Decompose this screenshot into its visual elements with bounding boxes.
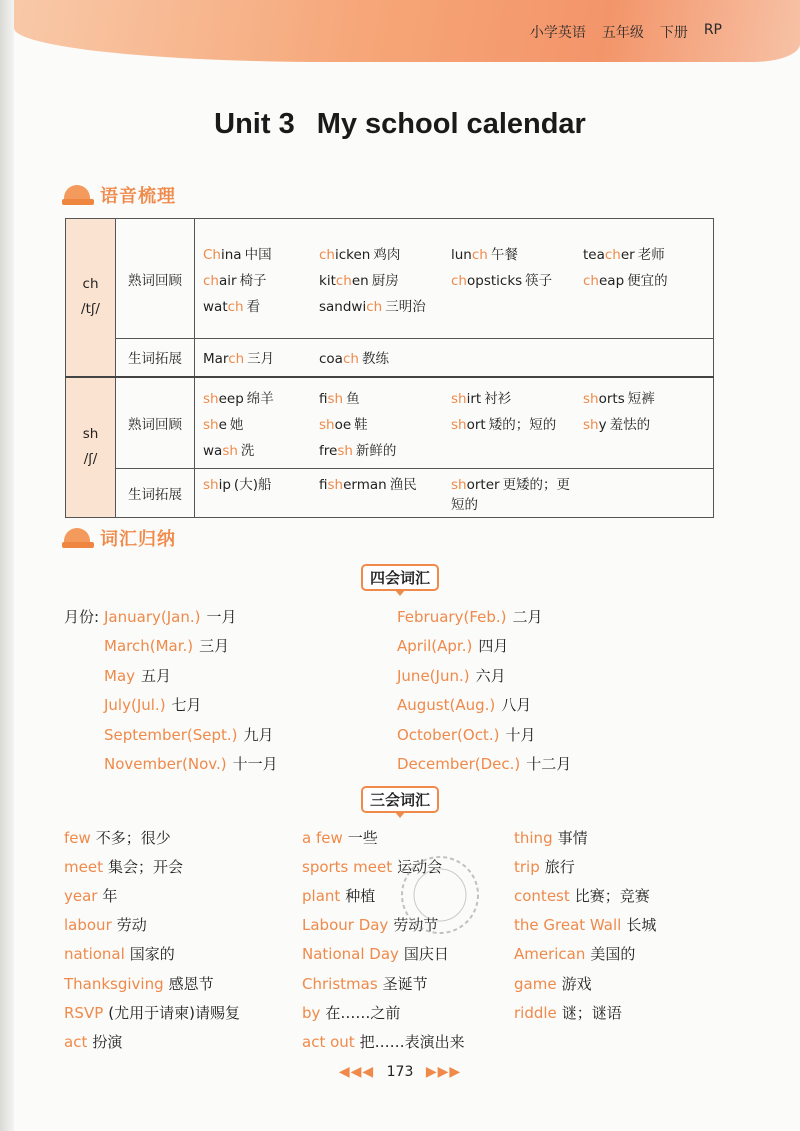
word-suffix: irt	[466, 390, 482, 407]
word-highlight: sh	[327, 477, 344, 493]
word-prefix: coa	[319, 351, 343, 368]
vocab-english: year	[64, 887, 98, 906]
phonics-word	[203, 243, 319, 263]
word-meaning: (大)船	[233, 477, 272, 493]
vocab-chinese: 国家的	[129, 945, 175, 964]
month-chinese: 四月	[478, 637, 509, 656]
month-chinese: 一月	[206, 608, 237, 626]
badge-three-skill	[0, 786, 800, 813]
vocab-item	[64, 827, 171, 848]
vocab-chinese: 把……表演出来	[359, 1032, 465, 1051]
word-prefix: wa	[203, 442, 223, 459]
month-chinese: 七月	[171, 696, 202, 715]
vocab-english: plant	[302, 887, 341, 906]
vocab-english: contest	[514, 887, 570, 906]
badge-three-skill-label: 三会词汇	[361, 786, 439, 813]
word-meaning: 她	[229, 416, 244, 433]
word-suffix: ip	[218, 477, 231, 493]
month-english: December(Dec.)	[397, 755, 521, 773]
header-subject: 小学英语	[529, 25, 586, 41]
page-number: 173	[386, 1064, 414, 1080]
phonics-word	[319, 439, 451, 459]
phonics-words-cell	[195, 377, 714, 469]
next-arrows: ▶▶▶	[425, 1064, 462, 1080]
word-meaning: 更矮的；更短的	[451, 477, 571, 513]
word-meaning: 绵羊	[246, 390, 274, 407]
word-highlight: Ch	[203, 246, 221, 263]
word-meaning: 洗	[240, 442, 255, 459]
vocab-chinese: 劳动	[116, 916, 147, 935]
phonics-ipa: /tʃ/	[81, 301, 100, 318]
word-meaning: 筷子	[525, 272, 553, 289]
word-highlight: ch	[319, 246, 335, 263]
vocab-item	[64, 885, 117, 906]
bookmark-icon	[62, 528, 94, 548]
vocab-english: act out	[302, 1032, 355, 1051]
bookmark-icon	[62, 185, 94, 205]
phonics-word	[583, 243, 713, 263]
word-highlight: sh	[337, 442, 353, 459]
vocab-english: national	[64, 945, 125, 964]
word-meaning: 鞋	[354, 416, 368, 433]
vocab-english: few	[64, 829, 91, 847]
word-highlight: ch	[227, 298, 244, 315]
word-suffix: e	[218, 416, 227, 433]
word-highlight: ch	[203, 272, 219, 289]
phonics-category: 熟词回顾	[116, 219, 195, 339]
phonics-word	[319, 243, 451, 263]
word-suffix: orts	[598, 390, 625, 407]
vocab-chinese: 年	[102, 887, 118, 906]
word-meaning: 矮的；短的	[488, 416, 557, 433]
vocab-english: American	[514, 945, 586, 964]
word-highlight: ch	[335, 272, 352, 289]
word-meaning: 椅子	[239, 272, 267, 289]
phonics-words-cell	[195, 219, 714, 339]
phonics-word-grid	[203, 243, 713, 315]
phonics-word	[319, 473, 451, 513]
word-meaning: 午餐	[490, 246, 518, 263]
vocab-english: Thanksgiving	[64, 974, 164, 993]
vocab-english: game	[514, 974, 557, 993]
vocab-chinese: 国庆日	[403, 945, 449, 964]
vocab-chinese: 事情	[557, 829, 588, 847]
page-footer	[0, 1064, 800, 1080]
vocab-chinese: 感恩节	[168, 974, 214, 993]
vocab-chinese: 比赛；竞赛	[574, 887, 650, 906]
watermark-stamp	[380, 850, 500, 940]
word-suffix: orter	[466, 477, 500, 493]
word-highlight: ch	[583, 272, 599, 289]
vocab-chinese: 美国的	[590, 945, 636, 964]
month-chinese: 八月	[501, 696, 532, 715]
month-english: January(Jan.)	[104, 608, 201, 626]
word-meaning: 教练	[361, 351, 389, 368]
vocab-english: Christmas	[302, 974, 378, 993]
word-highlight: ch	[471, 246, 488, 263]
word-meaning: 鸡肉	[373, 246, 401, 263]
vocab-item	[64, 1002, 240, 1023]
vocab-item	[302, 973, 428, 994]
section-vocab-title: 词汇归纳	[100, 529, 176, 550]
phonics-word	[203, 473, 319, 513]
month-item	[104, 753, 278, 774]
word-suffix: air	[218, 272, 237, 289]
month-english: October(Oct.)	[397, 725, 500, 744]
phonics-word	[319, 387, 451, 407]
vocab-english: the Great Wall	[514, 916, 622, 935]
word-highlight: sh	[203, 477, 219, 493]
vocab-item	[514, 827, 588, 848]
word-suffix: ina	[220, 246, 242, 263]
month-english: August(Aug.)	[397, 696, 496, 715]
vocab-item	[302, 827, 378, 848]
month-chinese: 九月	[243, 725, 274, 744]
month-chinese: 三月	[199, 637, 230, 656]
month-english: April(Apr.)	[397, 637, 473, 656]
section-phonics-heading	[62, 182, 176, 208]
section-phonics-title: 语音梳理	[100, 186, 176, 207]
vocab-chinese: 运动会	[397, 858, 443, 877]
unit-name: My school calendar	[316, 108, 586, 140]
phonics-word	[583, 387, 713, 407]
phonics-word	[583, 269, 713, 289]
phonics-word	[203, 347, 319, 367]
word-suffix: eep	[218, 390, 244, 407]
phonics-words-cell	[195, 339, 714, 377]
month-item	[397, 665, 506, 686]
word-meaning: 衬衫	[484, 390, 512, 407]
word-highlight: sh	[319, 416, 335, 433]
phonics-word	[203, 295, 319, 315]
word-meaning: 老师	[637, 246, 665, 263]
month-item	[397, 635, 508, 656]
vocab-english: sports meet	[302, 858, 393, 877]
prev-arrows: ◀◀◀	[338, 1064, 375, 1080]
phonics-word	[319, 347, 451, 367]
word-suffix: y	[598, 416, 607, 433]
vocab-english: meet	[64, 858, 103, 877]
word-suffix: er	[620, 246, 635, 263]
vocab-item	[64, 1031, 122, 1052]
month-english: September(Sept.)	[104, 725, 238, 744]
month-chinese: 十一月	[232, 755, 278, 773]
vocab-chinese: 劳动节	[393, 916, 439, 935]
phonics-word	[319, 413, 451, 433]
page-title	[0, 108, 800, 141]
phonics-sound-cell	[66, 377, 116, 518]
phonics-word-grid	[203, 387, 713, 459]
months-label: 月份:	[64, 608, 100, 626]
word-meaning: 中国	[244, 246, 272, 263]
month-chinese: 十二月	[526, 755, 572, 773]
vocab-item	[302, 1031, 465, 1052]
vocab-item	[64, 973, 214, 994]
header-info	[530, 22, 722, 42]
phonics-word	[203, 413, 319, 433]
month-english: June(Jun.)	[397, 666, 470, 685]
vocab-item	[302, 885, 375, 906]
badge-four-skill-label: 四会词汇	[361, 564, 439, 591]
word-suffix: eap	[598, 272, 625, 289]
phonics-word	[319, 295, 451, 315]
word-meaning: 厨房	[371, 272, 399, 289]
vocab-english: by	[302, 1003, 321, 1022]
phonics-word	[451, 269, 583, 289]
word-suffix: erman	[343, 477, 387, 493]
phonics-words-cell	[195, 469, 714, 518]
month-item	[104, 635, 229, 656]
header-edition: RP	[703, 22, 722, 38]
vocab-english: trip	[514, 858, 540, 877]
vocab-english: labour	[64, 916, 112, 935]
section-vocab-heading	[62, 525, 176, 551]
word-prefix: fi	[319, 477, 328, 493]
vocab-chinese: 一些	[347, 829, 378, 847]
month-item	[104, 694, 202, 715]
month-english: March(Mar.)	[104, 637, 194, 656]
word-prefix: tea	[583, 246, 605, 263]
phonics-word-grid	[203, 347, 713, 367]
page-header	[14, 0, 800, 62]
month-item	[397, 753, 571, 774]
vocab-chinese: (尤用于请柬)请赐复	[108, 1003, 240, 1022]
vocab-chinese: 不多；很少	[95, 829, 171, 847]
phonics-word	[583, 413, 713, 433]
word-prefix: Mar	[203, 351, 229, 368]
vocab-item	[302, 943, 449, 964]
word-suffix: ort	[466, 416, 486, 433]
vocab-english: Labour Day	[302, 916, 389, 935]
word-meaning: 三月	[247, 351, 275, 368]
word-highlight: sh	[583, 416, 599, 433]
word-meaning: 渔民	[389, 477, 417, 493]
word-highlight: sh	[203, 390, 219, 407]
vocab-item	[514, 943, 635, 964]
phonics-category: 生词拓展	[116, 469, 195, 518]
word-suffix: oe	[334, 416, 352, 433]
vocab-english: thing	[514, 829, 553, 847]
word-meaning: 看	[246, 298, 261, 315]
word-prefix: fi	[319, 390, 328, 407]
vocab-english: riddle	[514, 1003, 557, 1022]
word-meaning: 羞怯的	[609, 416, 651, 433]
vocab-item	[64, 914, 147, 935]
phonics-category: 生词拓展	[116, 339, 195, 377]
vocab-item	[514, 973, 592, 994]
month-item	[397, 694, 531, 715]
word-meaning: 短裤	[627, 390, 655, 407]
phonics-word	[451, 473, 583, 513]
vocab-item	[64, 943, 175, 964]
vocab-english: RSVP	[64, 1003, 104, 1022]
word-suffix: icken	[334, 246, 371, 263]
word-highlight: ch	[604, 246, 621, 263]
phonics-category: 熟词回顾	[116, 377, 195, 469]
word-meaning: 新鲜的	[355, 442, 397, 459]
month-english: November(Nov.)	[104, 755, 227, 773]
word-prefix: fre	[319, 442, 338, 459]
word-highlight: sh	[222, 442, 238, 459]
month-item	[397, 724, 535, 745]
badge-four-skill	[0, 564, 800, 591]
vocab-item	[514, 856, 575, 877]
word-highlight: ch	[342, 351, 359, 368]
vocab-english: a few	[302, 829, 343, 847]
word-highlight: ch	[366, 298, 383, 315]
vocab-chinese: 谜；谜语	[561, 1003, 622, 1022]
month-chinese: 五月	[141, 666, 172, 685]
phonics-letters: ch	[82, 275, 99, 292]
vocab-chinese: 集会；开会	[107, 858, 183, 877]
unit-number: Unit 3	[214, 108, 295, 140]
word-prefix: sandwi	[319, 298, 367, 315]
word-meaning: 便宜的	[627, 272, 668, 289]
word-prefix: wat	[203, 298, 228, 315]
vocab-item	[514, 1002, 622, 1023]
word-suffix: en	[351, 272, 369, 289]
vocab-chinese: 旅行	[544, 858, 575, 877]
month-english: May	[104, 666, 136, 685]
phonics-word	[451, 387, 583, 407]
word-prefix: lun	[451, 246, 472, 263]
word-highlight: sh	[451, 416, 467, 433]
vocab-chinese: 扮演	[92, 1032, 123, 1051]
phonics-sound-cell	[66, 219, 116, 377]
phonics-ipa: /ʃ/	[83, 451, 98, 468]
phonics-word	[203, 439, 319, 459]
phonics-letters: sh	[82, 425, 99, 442]
month-chinese: 六月	[475, 666, 506, 685]
vocab-chinese: 种植	[345, 887, 376, 906]
vocab-chinese: 在……之前	[325, 1003, 401, 1022]
word-highlight: ch	[228, 351, 245, 368]
phonics-word-grid	[203, 473, 713, 513]
word-meaning: 鱼	[346, 390, 360, 407]
month-item	[104, 606, 236, 627]
word-highlight: ch	[451, 272, 467, 289]
vocab-chinese: 游戏	[561, 974, 592, 993]
phonics-word	[451, 243, 583, 263]
word-suffix: opsticks	[466, 272, 523, 289]
vocab-chinese: 圣诞节	[382, 974, 428, 993]
word-meaning: 三明治	[385, 298, 426, 315]
word-highlight: sh	[583, 390, 599, 407]
phonics-word	[203, 387, 319, 407]
word-highlight: sh	[203, 416, 219, 433]
phonics-table	[65, 218, 714, 518]
phonics-word	[451, 413, 583, 433]
vocab-english: act	[64, 1032, 88, 1051]
month-item	[397, 606, 543, 627]
vocab-item	[514, 885, 650, 906]
header-term: 下册	[659, 25, 688, 41]
phonics-word	[319, 269, 451, 289]
month-item	[104, 665, 171, 686]
vocab-chinese: 长城	[626, 916, 657, 935]
word-prefix: kit	[319, 272, 336, 289]
header-grade: 五年级	[601, 25, 644, 41]
word-highlight: sh	[451, 477, 467, 493]
word-highlight: sh	[327, 390, 344, 407]
month-english: July(Jul.)	[104, 696, 166, 715]
vocab-item	[514, 914, 656, 935]
month-english: February(Feb.)	[397, 608, 507, 626]
word-highlight: sh	[451, 390, 467, 407]
vocab-item	[302, 1002, 400, 1023]
month-item	[104, 724, 274, 745]
phonics-word	[203, 269, 319, 289]
month-chinese: 二月	[512, 608, 543, 626]
month-chinese: 十月	[505, 725, 536, 744]
vocab-item	[64, 856, 183, 877]
vocab-english: National Day	[302, 945, 399, 964]
